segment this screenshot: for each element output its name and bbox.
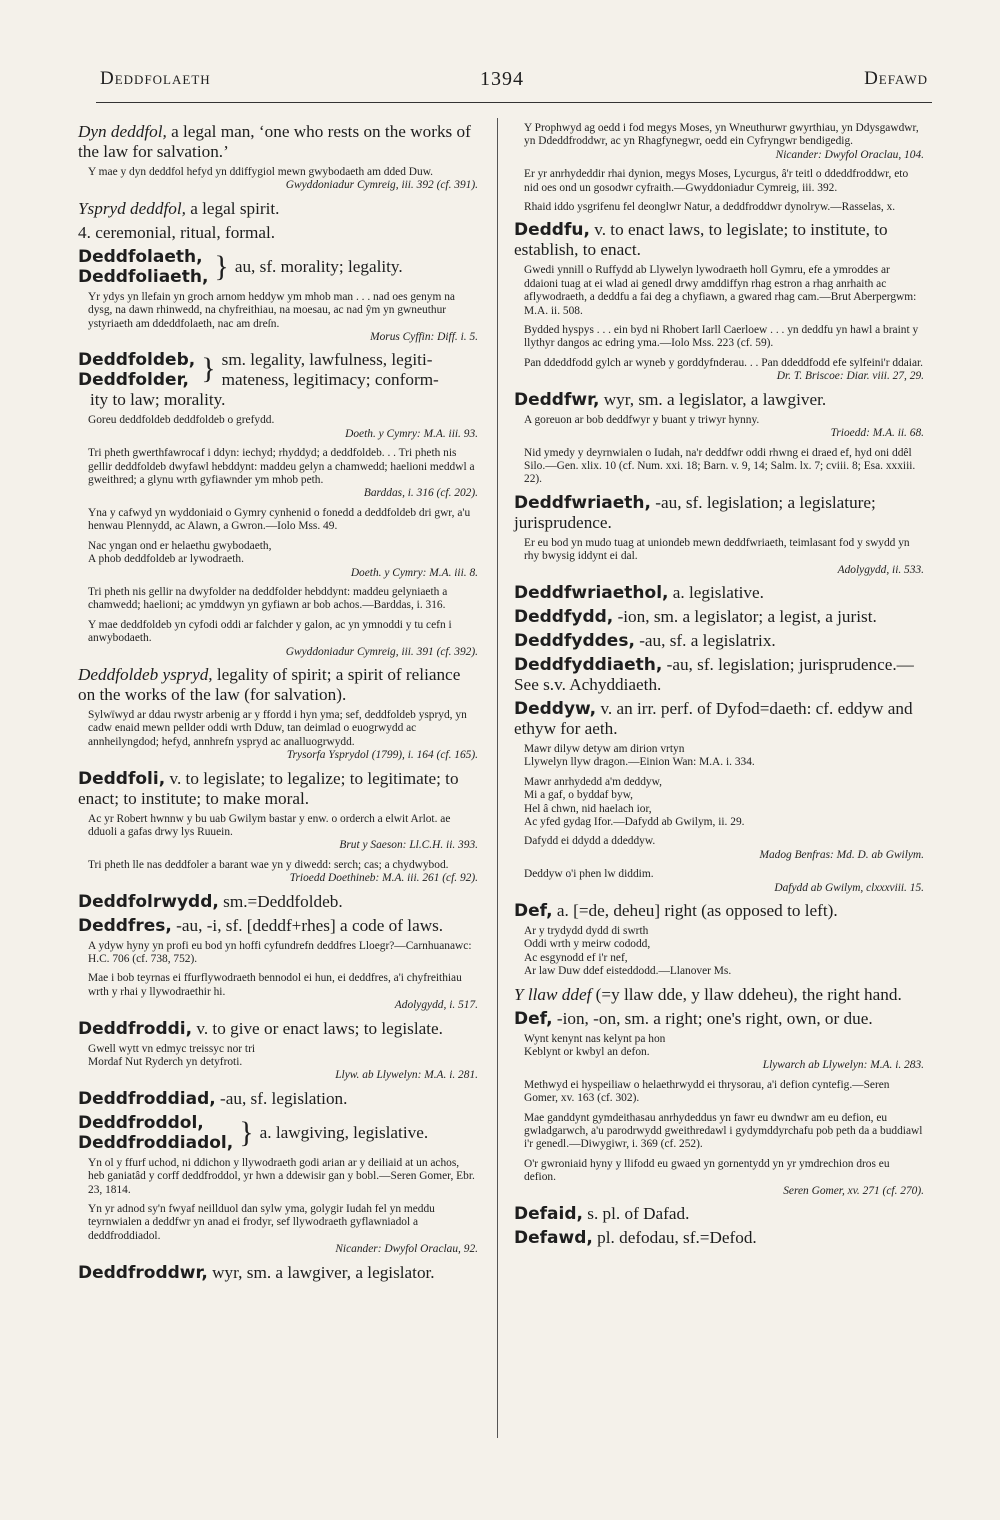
verse-quotation: Nac yngan ond er helaethu gwybodaeth, A phob deddfoldeb ar lywodraeth. Doeth. y Cymry: M.A. iii. 8.: [88, 539, 478, 579]
quotation: Tri pheth nis gellir na dwyfolder na deddfolder hebddynt: maddeu gelyniaeth a chamwedd; haelioni; ac ymddwyn yn gyfiawn ar bob achos.—Barddas, i. 316.: [88, 585, 448, 612]
quotation: Nid ymedy y deyrnwialen o Iudah, na'r deddfwr oddi rhwng ei draed ef, hyd oni ddêl Silo.—Gen. xlix. 10 (cf. Num. xxi. 18; Barn. v. 9, 14; Salm. lx. 7; cviii. 8; Esa. xxxiii. 22).: [524, 446, 916, 486]
entry-deddyw: Deddyw, v. an irr. perf. of Dyfod=daeth: cf. eddyw and ethyw for aeth.: [514, 698, 913, 738]
entry-deddfroddiad: Deddfroddiad, -au, sf. legislation.: [78, 1088, 348, 1109]
quotation: Er yr anrhydeddir rhai dynion, megys Moses, Lycurgus, â'r teitl o ddeddfroddwr, eto nid oes ond un gosodwr cyfraith.—Gwyddoniadur Cymreig, iii. 392.: [524, 168, 909, 194]
quotation: Methwyd ei hyspeiliaw o helaethrwydd ei thrysorau, a'i defion cyntefig.—Seren Gomer, xv. 163 (cf. 302).: [524, 1078, 890, 1105]
entry-deddfyddes: Deddfyddes, -au, sf. a legislatrix.: [514, 630, 776, 651]
left-running-head: Deddfolaeth: [100, 68, 211, 89]
quotation: Pan ddeddfodd gylch ar wyneb y gorddyfnderau. . . Pan ddeddfodd efe sylfeini'r ddaiar. Dr. T. Briscoe: Diar. viii. 27, 29.: [524, 356, 924, 383]
quotation: Ac yr Robert hwnnw y bu uab Gwilym bastar y enw. o orderch a elwit Arlot. ae dduoli a gafas drwy lys Ruuein. Brut y Saeson: Ll.C.H. ii. 393.: [88, 812, 478, 852]
sense-4: 4. ceremonial, ritual, formal.: [78, 222, 276, 242]
entry-deddfoli: Deddfoli, v. to legislate; to legalize; to legitimate; to enact; to institute; to make moral.: [78, 768, 459, 808]
quotation: A goreuon ar bob deddfwyr y buant y triwyr hynny. Trioedd: M.A. ii. 68.: [524, 413, 924, 440]
quotation: Mae ganddynt gymdeithasau anrhydeddus yn fawr eu dwndwr am eu defion, eu gwladgarwch, a'u parodrwydd gweithredawl i gydymddyrchafu pob peth da a buddiawl i'r genedl.—Diwygiwr, i. 369 (cf. 252).: [524, 1111, 923, 1151]
quotation: Yn ol y ffurf uchod, ni ddichon y llywodraeth godi arian ar y deiliaid at un achos, heb ganiatâd y corff deddfroddol, yr hwn a ddewisir gan y bobl.—Seren Gomer, Ebr. 23, 1814.: [88, 1156, 475, 1196]
verse-quotation: Deddyw o'i phen lw diddim. Dafydd ab Gwilym, clxxxviii. 15.: [524, 868, 924, 894]
entry-y-llaw-ddef: Y llaw ddef (=y llaw dde, y llaw ddeheu), the right hand.: [514, 984, 902, 1004]
verse-quotation: Mawr anrhydedd a'm deddyw, Mi a gaf, o byddaf byw, Hel â chwn, nid haelach ior, Ac yfed gydag Ifor.—Dafydd ab Gwilym, ii. 29.: [524, 775, 745, 828]
entry-deddfwriaeth: Deddfwriaeth, -au, sf. legislation; a legislature; jurisprudence.: [514, 492, 876, 532]
entry-deddfwriaethol: Deddfwriaethol, a. legislative.: [514, 582, 764, 603]
entry-deddfroddi: Deddfroddi, v. to give or enact laws; to legislate.: [78, 1018, 443, 1039]
entry-deddfroddwr: Deddfroddwr, wyr, sm. a lawgiver, a legislator.: [78, 1262, 435, 1283]
column-divider: [497, 118, 498, 1438]
quotation: Y Prophwyd ag oedd i fod megys Moses, yn Wneuthurwr gwyrthiau, yn Ddysgawdwr, yn Ddeddfroddwr, ac yn Rhagfynegwr, oedd ein Cyfryngwr bendigedig. Nicander: Dwyfol Oraclau, 104.: [524, 122, 924, 161]
left-column: [78, 122, 478, 1287]
quotation: Gwedi ynnill o Ruffydd ab Llywelyn lywodraeth holl Gymru, efe a ymroddes ar ddaioni tuag at ei wlad ai genedl drwy amddiffyn rhag estron a rhag anrhaith ac aflywodraeth, a deddfu a fai deg a chyfiawn, a gwared rhag cam.—Brut Aberpergwm: M.A. ii. 508.: [524, 264, 917, 317]
header-rule: [96, 102, 932, 103]
quotation: Goreu deddfoldeb deddfoldeb o grefydd. Doeth. y Cymry: M.A. iii. 93.: [88, 414, 478, 440]
entry-def: Def, a. [=de, deheu] right (as opposed to left).: [514, 901, 838, 921]
quotation: Y mae deddfoldeb yn cyfodi oddi ar falchder y galon, ac yn ymnoddi y tu cefn i anwybodaeth. Gwyddoniadur Cymreig, iii. 391 (cf. 392).: [88, 618, 478, 658]
entry-deddfoldeb: Deddfoldeb, Deddfolder, } sm. legality, lawfulness, legiti- mateness, legitimacy; conform- ity to law; morality.: [78, 350, 439, 410]
quotation: Er eu bod yn mudo tuag at uniondeb mewn deddfwriaeth, teimlasant fod y swydd yn rhy bwysig iddynt ei dal. Adolygydd, ii. 533.: [524, 536, 924, 576]
quotation: Yn yr adnod sy'n fwyaf neillduol dan sylw yma, golygir Iudah fel yn meddu teyrnwialen a deddfwr yn anad ei frodyr, sef llywodraeth gyflawniadol a deddfroddiadol. Nicander: Dwyfol Oraclau, 92.: [88, 1203, 478, 1256]
quotation: Mae i bob teyrnas ei ffurflywodraeth bennodol ei hun, ei deddfres, a'i chyfreithiau wrth y rhai y llywodraethir hi. Adolygydd, i. 517.: [88, 972, 478, 1012]
brace-glyph: }: [239, 1115, 254, 1149]
quotation: Bydded hyspys . . . ein byd ni Rhobert Iarll Caerloew . . . yn deddfu yn hawl a braint y llythyr dangos ac edring yma.—Iolo Mss. 223 (cf. 59).: [524, 324, 919, 350]
page-number: 1394: [480, 68, 524, 90]
running-header: [100, 68, 928, 98]
entry-deddfoldeb-yspryd: Deddfoldeb yspryd, legality of spirit; a spirit of reliance on the works of the law (for salvation).: [78, 664, 461, 704]
verse-quotation: Wynt kenynt nas kelynt pa hon Keblynt or kwbyl an defon. Llywarch ab Llywelyn: M.A. i. 283.: [524, 1032, 924, 1072]
verse-quotation: Mawr dilyw detyw am dirion vrtyn Llywelyn llyw dragon.—Einion Wan: M.A. i. 334.: [524, 742, 755, 769]
quotation: A ydyw hyny yn profi eu bod yn hoffi cyfundrefn deddfres Lloegr?—Carnhuanawc: H.C. 706 (cf. 738, 752).: [88, 939, 472, 965]
quotation: Yr ydys yn llefain yn groch arnom heddyw ym mhob man . . . nad oes genym na dysg, na dawn rhinwedd, na chyfreithiau, na moesau, ac nad ŷm yn gwneuthur ystyriaeth am ddeddfolaeth, nac am dreſn. Morus Cyffin: Diff. i. 5.: [88, 290, 478, 344]
right-running-head: Defawd: [864, 68, 928, 89]
right-column: [514, 122, 924, 1252]
quotation: Yna y cafwyd yn wyddoniaid o Gymry cynhenid o fonedd a deddfoldeb dri gwr, a'u henwau Plennydd, ac Alawn, a Gwron.—Iolo Mss. 49.: [88, 506, 471, 533]
entry-deddfydd: Deddfydd, -ion, sm. a legislator; a legist, a jurist.: [514, 606, 877, 627]
quotation: O'r gwroniaid hyny y llifodd eu gwaed yn gornentydd yn yr ymdrechion dros eu defion. Seren Gomer, xv. 271 (cf. 270).: [524, 1157, 924, 1197]
quotation: Sylwïwyd ar ddau rwystr arbenig ar y ffordd i hyn yma; sef, deddfoldeb yspryd, yn cadw enaid mewn pellder oddi wrth Dduw, tan deimlad o euogrwydd ac annheilyngdod; hefyd, annhrefn yspryd ac analluogrwydd. Trysorfa Ysprydol (1799), i. 164 (cf. 165).: [88, 708, 478, 762]
entry-deddfyddiaeth: Deddfyddiaeth, -au, sf. legislation; jurisprudence.—See s.v. Achyddiaeth.: [514, 654, 914, 694]
brace-glyph: }: [201, 352, 216, 386]
entry-deddfwr: Deddfwr, wyr, sm. a legislator, a lawgiver.: [514, 389, 827, 410]
entry-defaid: Defaid, s. pl. of Dafad.: [514, 1204, 690, 1225]
entry-deddfres: Deddfres, -au, -i, sf. [deddf+rhes] a code of laws.: [78, 915, 444, 936]
verse-quotation: Dafydd ei ddydd a ddeddyw. Madog Benfras: Md. D. ab Gwilym.: [524, 835, 924, 861]
quotation: Rhaid iddo ysgrifenu fel deonglwr Natur, a deddfroddwr dynolryw.—Rasselas, x.: [524, 201, 896, 214]
quotation: Tri pheth lle nas deddfoler a barant wae yn y diwedd: serch; cas; a chydwybod. Trioedd Doethineb: M.A. iii. 261 (cf. 92).: [88, 858, 478, 885]
entry-yspryd-deddfol: Yspryd deddfol, a legal spirit.: [78, 198, 280, 218]
verse-quotation: Gwell wytt vn edmyc treissyc nor tri Mordaf Nut Ryderch yn detyfroti. Llyw. ab Llywelyn: M.A. i. 281.: [88, 1042, 478, 1082]
quotation: Y mae y dyn deddfol hefyd yn ddiffygiol mewn gwybodaeth am dded Duw. Gwyddoniadur Cymreig, iii. 392 (cf. 391).: [88, 166, 478, 192]
brace-glyph: }: [214, 249, 229, 283]
entry-deddfroddol: Deddfroddol, Deddfroddiadol, } a. lawgiving, legislative.: [78, 1112, 429, 1153]
entry-defawd: Defawd, pl. defodau, sf.=Defod.: [514, 1228, 757, 1249]
entry-deddfu: Deddfu, v. to enact laws, to legislate; to institute, to establish, to enact.: [514, 220, 888, 260]
entry-deddfolrwydd: Deddfolrwydd, sm.=Deddfoldeb.: [78, 891, 343, 912]
verse-quotation: Ar y trydydd dydd di swrth Oddi wrth y meirw cododd, Ac esgynodd ef i'r nef, Ar law Duw ddef eisteddodd.—Llanover Ms.: [524, 925, 732, 978]
entry-def-2: Def, -ion, -on, sm. a right; one's right, own, or due.: [514, 1008, 873, 1029]
entry-dyn-deddfol: Dyn deddfol, a legal man, ‘one who rests on the works of the law for salvation.’: [78, 122, 471, 161]
quotation: Tri pheth gwerthfawrocaf i ddyn: iechyd; rhyddyd; a deddfoldeb. . . Tri pheth nis gellir deddfoldeb dwyfawl hebddynt: maddeu gelyn a chamwedd; haelioni meddwl a gweithred; a glynu wrth gyfiawnder ym mhob peth. Barddas, i. 316 (cf. 202).: [88, 447, 478, 500]
entry-deddfolaeth: Deddfolaeth, Deddfoliaeth, } au, sf. morality; legality.: [78, 246, 403, 287]
